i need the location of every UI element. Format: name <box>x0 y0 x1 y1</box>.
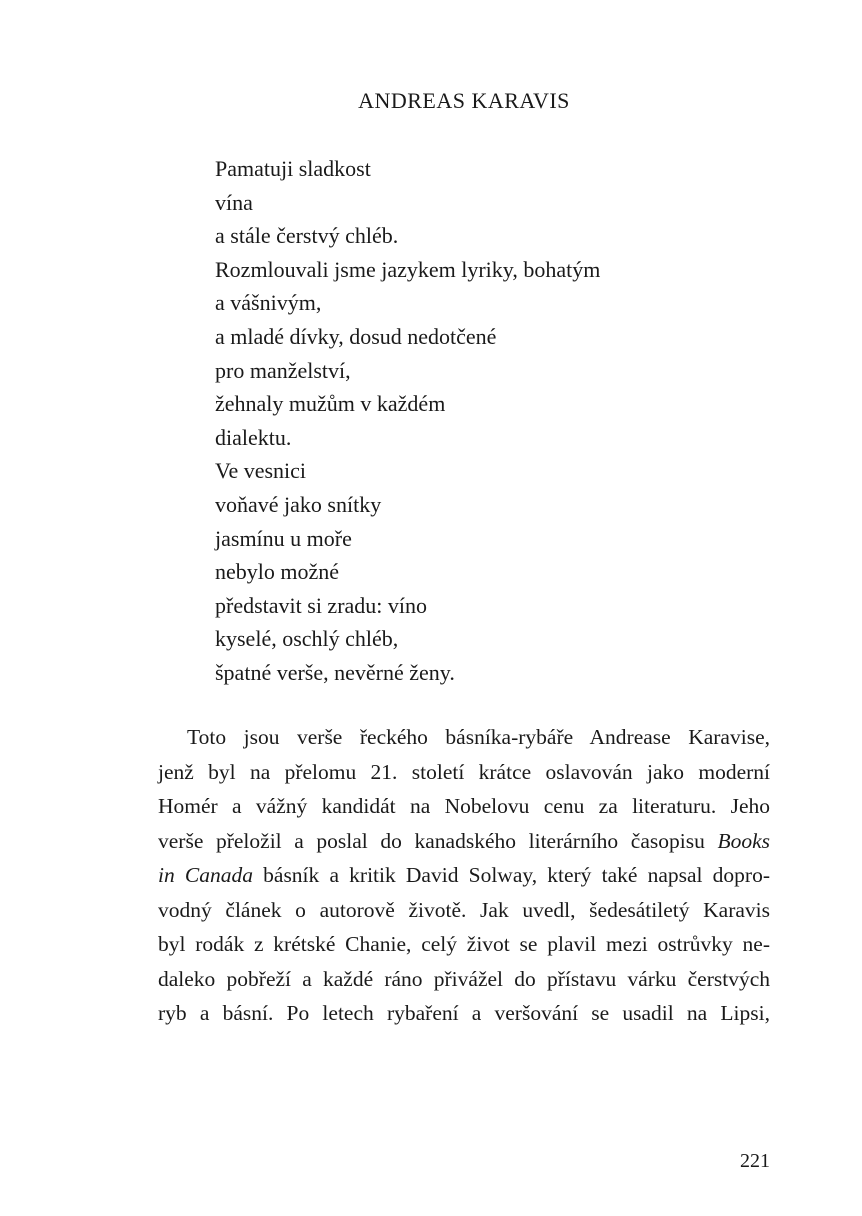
poem-line: dialektu. <box>215 424 292 450</box>
poem-line: vína <box>215 189 253 215</box>
poem-line: a vášnivým, <box>215 290 322 316</box>
poem-line: Ve vesnici <box>215 458 307 484</box>
prose-text: básník a kritik David Solway, který také napsal dopro- <box>252 863 770 887</box>
prose-line: jenž byl na přelomu 21. století krátce oslavován jako moderní <box>158 759 770 784</box>
magazine-title-italic: in Canada <box>158 863 253 887</box>
poem-line: nebylo možné <box>215 559 340 585</box>
prose-line: byl rodák z krétské Chanie, celý život se plavil mezi ostrůvky ne- <box>158 932 770 956</box>
prose-line: ryb a básní. Po letech rybaření a veršování se usadil na Lipsi, <box>158 1001 770 1025</box>
poem-block <box>215 152 600 690</box>
poem-line: a mladé dívky, dosud nedotčené <box>215 323 497 349</box>
poem-line: a stále čerstvý chléb. <box>215 223 399 249</box>
chapter-heading: ANDREAS KARAVIS <box>358 88 570 113</box>
page-number: 221 <box>740 1150 770 1172</box>
prose-text: verše přeložil a poslal do kanadského literárního časopisu <box>158 828 718 853</box>
poem-line: žehnaly mužům v každém <box>215 391 446 417</box>
poem-line: špatné verše, nevěrné ženy. <box>215 659 455 685</box>
prose-line: Toto jsou verše řeckého básníka-rybáře Andrease Karavise, <box>187 725 770 749</box>
poem-line: jasmínu u moře <box>215 525 352 551</box>
prose-line: daleko pobřeží a každé ráno přivážel do přístavu várku čerstvých <box>158 966 770 991</box>
magazine-title-italic: Books <box>717 828 770 853</box>
poem-line: Rozmlouvali jsme jazykem lyriky, bohatým <box>215 256 601 282</box>
poem-line: Pamatuji sladkost <box>215 156 371 181</box>
poem-line: kyselé, oschlý chléb, <box>215 626 399 652</box>
poem-line: pro manželství, <box>215 357 351 383</box>
prose-line: Homér a vážný kandidát na Nobelovu cenu za literaturu. Jeho <box>158 794 770 818</box>
prose-line: vodný článek o autorově životě. Jak uvedl, šedesátiletý Karavis <box>158 897 770 922</box>
poem-line: voňavé jako snítky <box>215 491 382 517</box>
prose-line <box>158 858 770 893</box>
prose-paragraph <box>158 720 770 1031</box>
prose-line <box>158 824 770 859</box>
poem-line: představit si zradu: víno <box>215 592 428 618</box>
